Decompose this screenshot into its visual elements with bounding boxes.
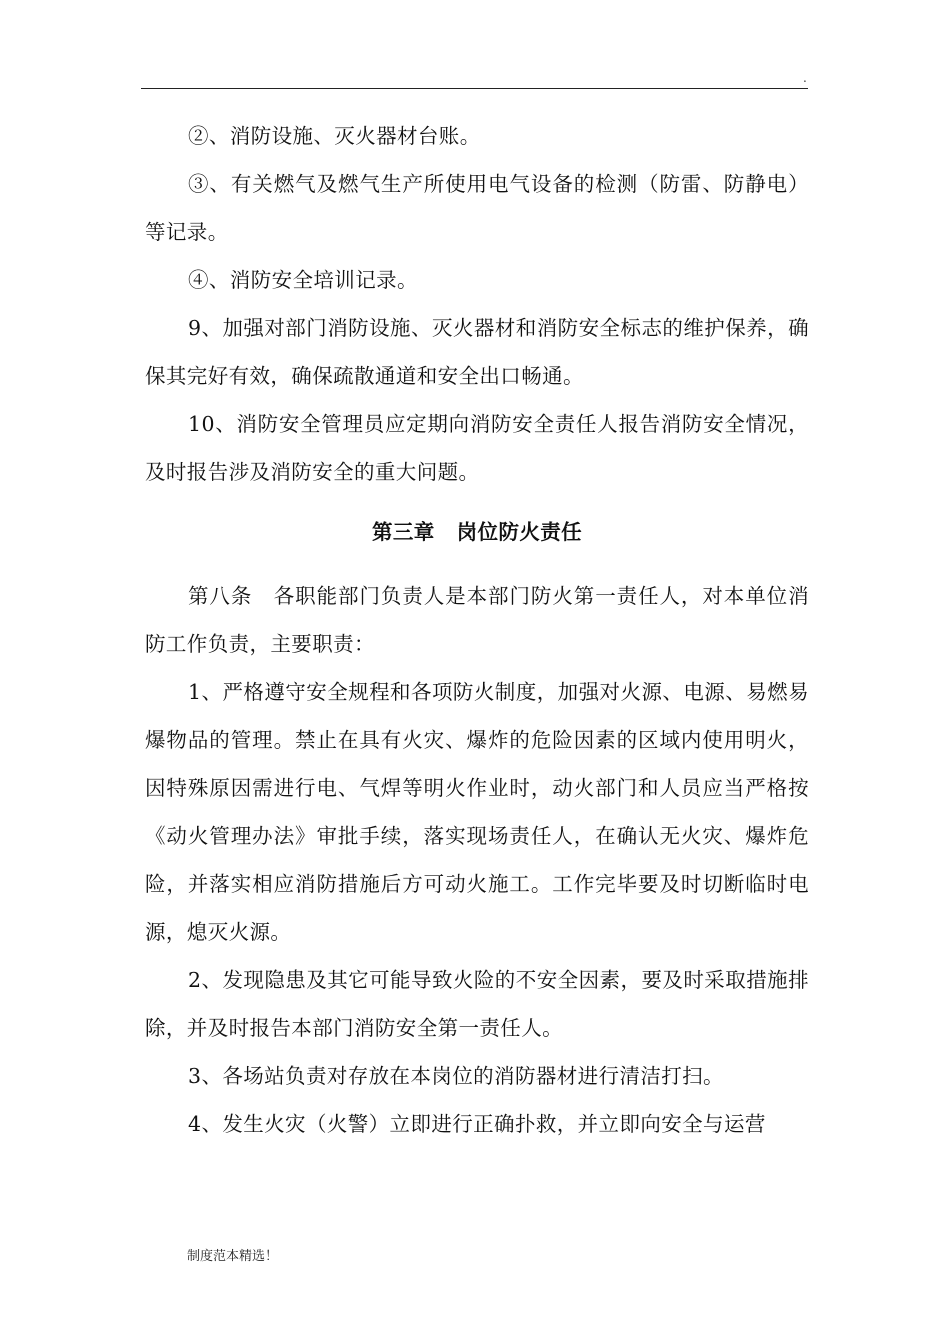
paragraph: ④、消防安全培训记录。 bbox=[188, 268, 418, 292]
paragraph: ②、消防设施、灭火器材台账。 bbox=[188, 124, 481, 148]
paragraph: 第八条 各职能部门负责人是本部门防火第一责任人，对本单位消防工作负责，主要职责： bbox=[145, 584, 809, 656]
header-mark: . bbox=[803, 71, 807, 85]
chapter-number: 第三章 bbox=[371, 520, 435, 544]
page-footer: 制度范本精选！ bbox=[187, 1249, 279, 1264]
chapter-heading bbox=[145, 508, 809, 556]
document-body bbox=[145, 112, 809, 1148]
chapter-title: 岗位防火责任 bbox=[456, 520, 583, 544]
paragraph: 3、各场站负责对存放在本岗位的消防器材进行清洁打扫。 bbox=[188, 1064, 724, 1088]
paragraph: 4、发生火灾（火警）立即进行正确扑救，并立即向安全与运营 bbox=[188, 1112, 766, 1136]
header-rule bbox=[141, 88, 808, 89]
paragraph: 2、发现隐患及其它可能导致火险的不安全因素，要及时采取措施排除，并及时报告本部门消防安全第一责任人。 bbox=[145, 968, 809, 1040]
paragraph: 9、加强对部门消防设施、灭火器材和消防安全标志的维护保养，确保其完好有效，确保疏散通道和安全出口畅通。 bbox=[145, 316, 809, 388]
paragraph: ③、有关燃气及燃气生产所使用电气设备的检测（防雷、防静电）等记录。 bbox=[145, 172, 809, 244]
paragraph: 10、消防安全管理员应定期向消防安全责任人报告消防安全情况，及时报告涉及消防安全的重大问题。 bbox=[145, 412, 809, 484]
paragraph: 1、严格遵守安全规程和各项防火制度，加强对火源、电源、易燃易爆物品的管理。禁止在具有火灾、爆炸的危险因素的区域内使用明火，因特殊原因需进行电、气焊等明火作业时，动火部门和人员应当严格按《动火管理办法》审批手续，落实现场责任人，在确认无火灾、爆炸危险，并落实相应消防措施后方可动火施工。工作完毕要及时切断临时电源，熄灭火源。 bbox=[145, 680, 809, 944]
